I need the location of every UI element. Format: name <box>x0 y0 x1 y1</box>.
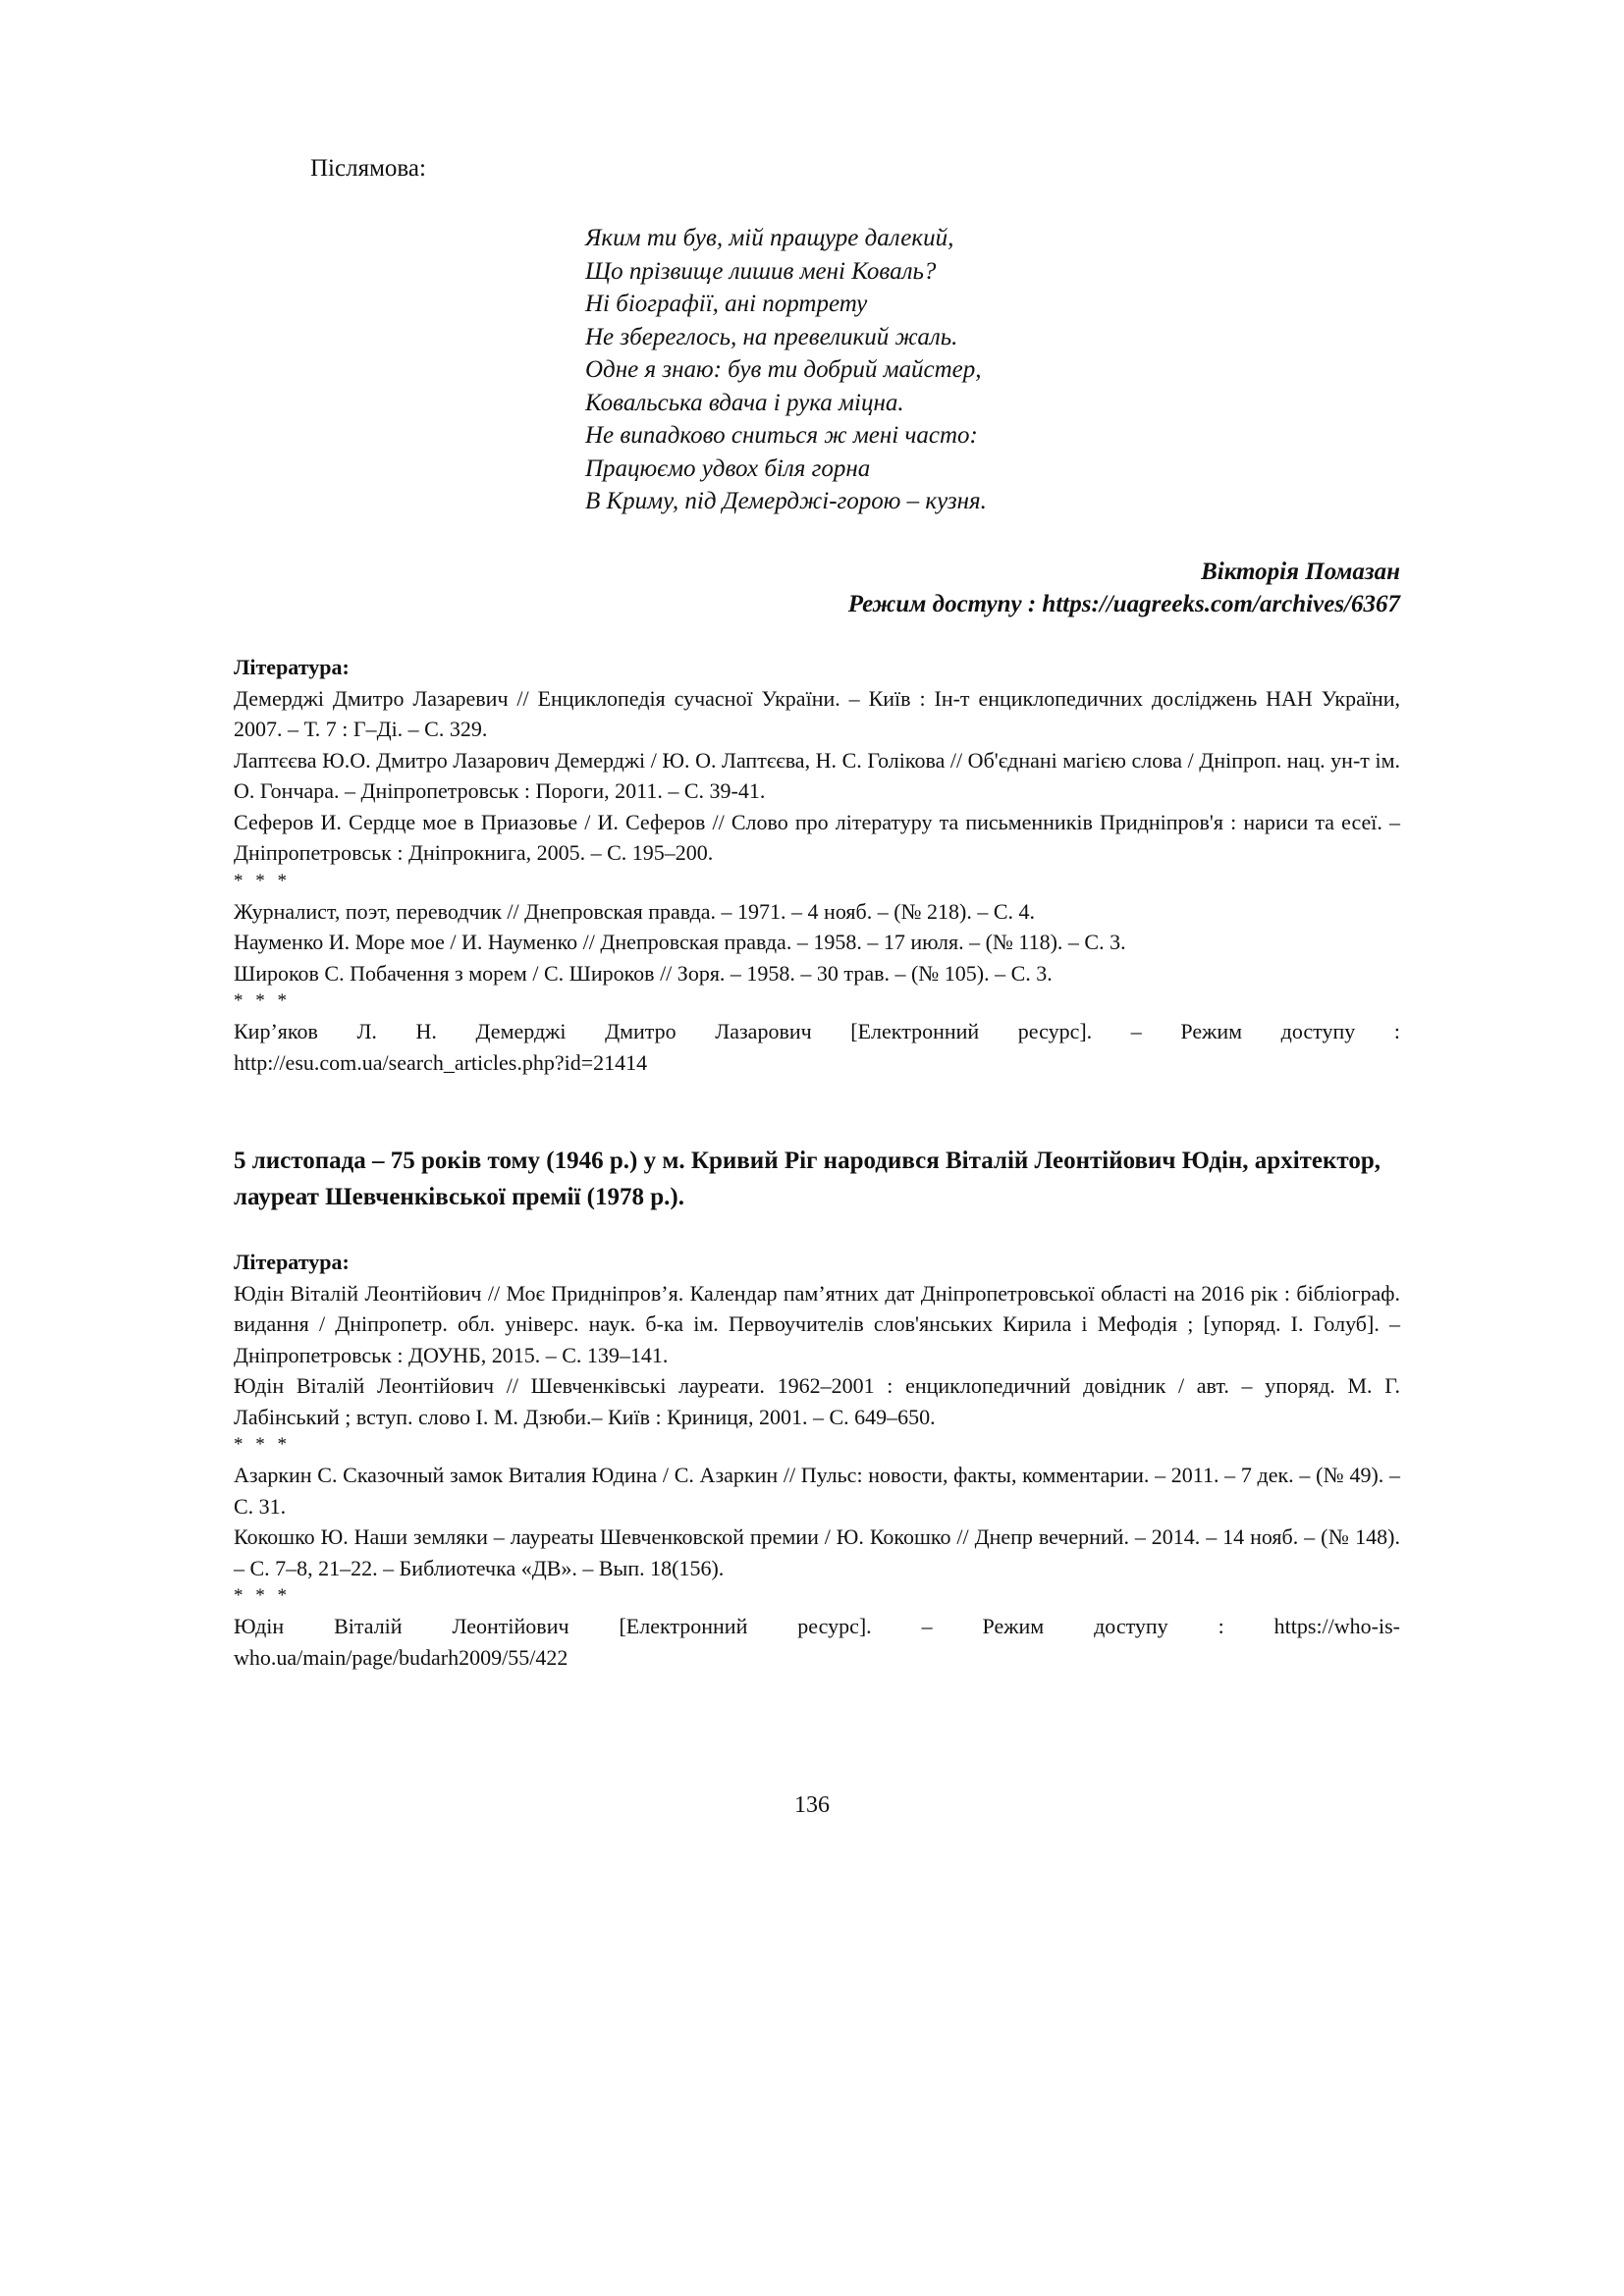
poem-line: В Криму, під Демерджі-горою – кузня. <box>585 488 987 514</box>
bibliography-entry: Азаркин С. Сказочный замок Виталия Юдина / С. Азаркин // Пульс: новости, факты, комментарии. – 2011. – 7 дек. – (№ 49). – С. 31. <box>234 1463 1400 1519</box>
separator: * * * <box>234 1585 291 1606</box>
poem-line: Не збереглось, на превеликий жаль. <box>585 323 958 350</box>
poem-line: Працюємо удвох біля горна <box>585 454 871 482</box>
poem-line: Що прізвище лишив мені Коваль? <box>585 257 937 285</box>
literature-section-1 <box>234 652 1400 1078</box>
bibliography-entry: Широков С. Побачення з морем / С. Широков // Зоря. – 1958. – 30 трав. – (№ 105). – С. 3. <box>234 960 1053 986</box>
poem-source-link[interactable]: Режим доступу : https://uagreeks.com/archives/6367 <box>847 591 1400 617</box>
poem-signature <box>848 556 1400 620</box>
bibliography-entry: Юдін Віталій Леонтійович // Шевченківські лауреати. 1962–2001 : енциклопедичний довідник / авт. – упоряд. М. Г. Лабінський ; вступ. слово І. М. Дзюби.– Київ : Криниця, 2001. – С. 649–650. <box>234 1373 1400 1429</box>
bibliography-entry: Журналист, поэт, переводчик // Днепровская правда. – 1971. – 4 нояб. – (№ 218). – С. 4. <box>234 898 1036 924</box>
poem-line: Ні біографії, ані портрету <box>585 291 868 317</box>
separator: * * * <box>234 990 291 1011</box>
page-number: 136 <box>794 1792 830 1818</box>
poem-line: Ковальська вдача і рука міцна. <box>585 389 904 416</box>
literature-heading: Література: <box>234 655 350 679</box>
separator: * * * <box>234 870 291 891</box>
bibliography-entry: Сеферов И. Сердце мое в Приазовье / И. Сеферов // Слово про літературу та письменників Придніпров'я : нариси та есеї. – Дніпропетровськ : Дніпрокнига, 2005. – С. 195–200. <box>234 809 1400 865</box>
web-resource-entry: Юдін Віталій Леонтійович [Електронний ресурс]. – Режим доступу : https://who-is- <box>234 1614 1400 1638</box>
web-resource-link[interactable]: who.ua/main/page/budarh2009/55/422 <box>234 1644 568 1670</box>
poem <box>585 222 987 518</box>
afterword-label: Післямова: <box>310 155 426 182</box>
bibliography-entry: Науменко И. Море мое / И. Науменко // Днепровская правда. – 1958. – 17 июля. – (№ 118). – С. 3. <box>234 930 1126 954</box>
bibliography-entry: Лаптєєва Ю.О. Дмитро Лазарович Демерджі / Ю. О. Лаптєєва, Н. С. Голікова // Об'єднані магією слова / Дніпроп. нац. ун-т ім. О. Гончара. – Дніпропетровськ : Пороги, 2011. – С. 39-41. <box>234 747 1400 803</box>
poem-author: Вікторія Помазан <box>1201 559 1400 585</box>
bibliography-entry: Демерджі Дмитро Лазаревич // Енциклопедія сучасної України. – Київ : Ін-т енциклопедичних досліджень НАН України, 2007. – Т. 7 : Г–Ді. – С. 329. <box>234 685 1400 741</box>
bibliography-entry: Юдін Віталій Леонтійович // Моє Придніпров’я. Календар пам’ятних дат Дніпропетровської області на 2016 рік : бібліограф. видання / Дніпропетр. обл. універс. наук. б-ка ім. Первоучителів слов'янських Кирила і Мефодія ; [упоряд. І. Голуб]. – Дніпропетровськ : ДОУНБ, 2015. – С. 139–141. <box>234 1280 1400 1367</box>
literature-section-2 <box>234 1247 1400 1673</box>
separator: * * * <box>234 1434 291 1455</box>
event-heading: 5 листопада – 75 років тому (1946 р.) у м. Кривий Ріг народився Віталій Леонтійович Юдін, архітектор, лауреат Шевченківської премії (1978 р.). <box>234 1148 1381 1210</box>
literature-heading: Література: <box>234 1250 350 1274</box>
bibliography-entry: Кокошко Ю. Наши земляки – лауреаты Шевченковской премии / Ю. Кокошко // Днепр вечерний. – 2014. – 14 нояб. – (№ 148). – С. 7–8, 21–22. – Библиотечка «ДВ». – Вып. 18(156). <box>234 1524 1400 1580</box>
poem-line: Не випадково сниться ж мені часто: <box>585 422 978 449</box>
poem-line: Яким ти був, мій пращуре далекий, <box>585 225 954 251</box>
poem-line: Одне я знаю: був ти добрий майстер, <box>585 356 982 383</box>
web-resource-link[interactable]: http://esu.com.ua/search_articles.php?id=21414 <box>234 1049 648 1075</box>
web-resource-entry: Кир’яков Л. Н. Демерджі Дмитро Лазарович [Електронний ресурс]. – Режим доступу : <box>234 1019 1400 1043</box>
